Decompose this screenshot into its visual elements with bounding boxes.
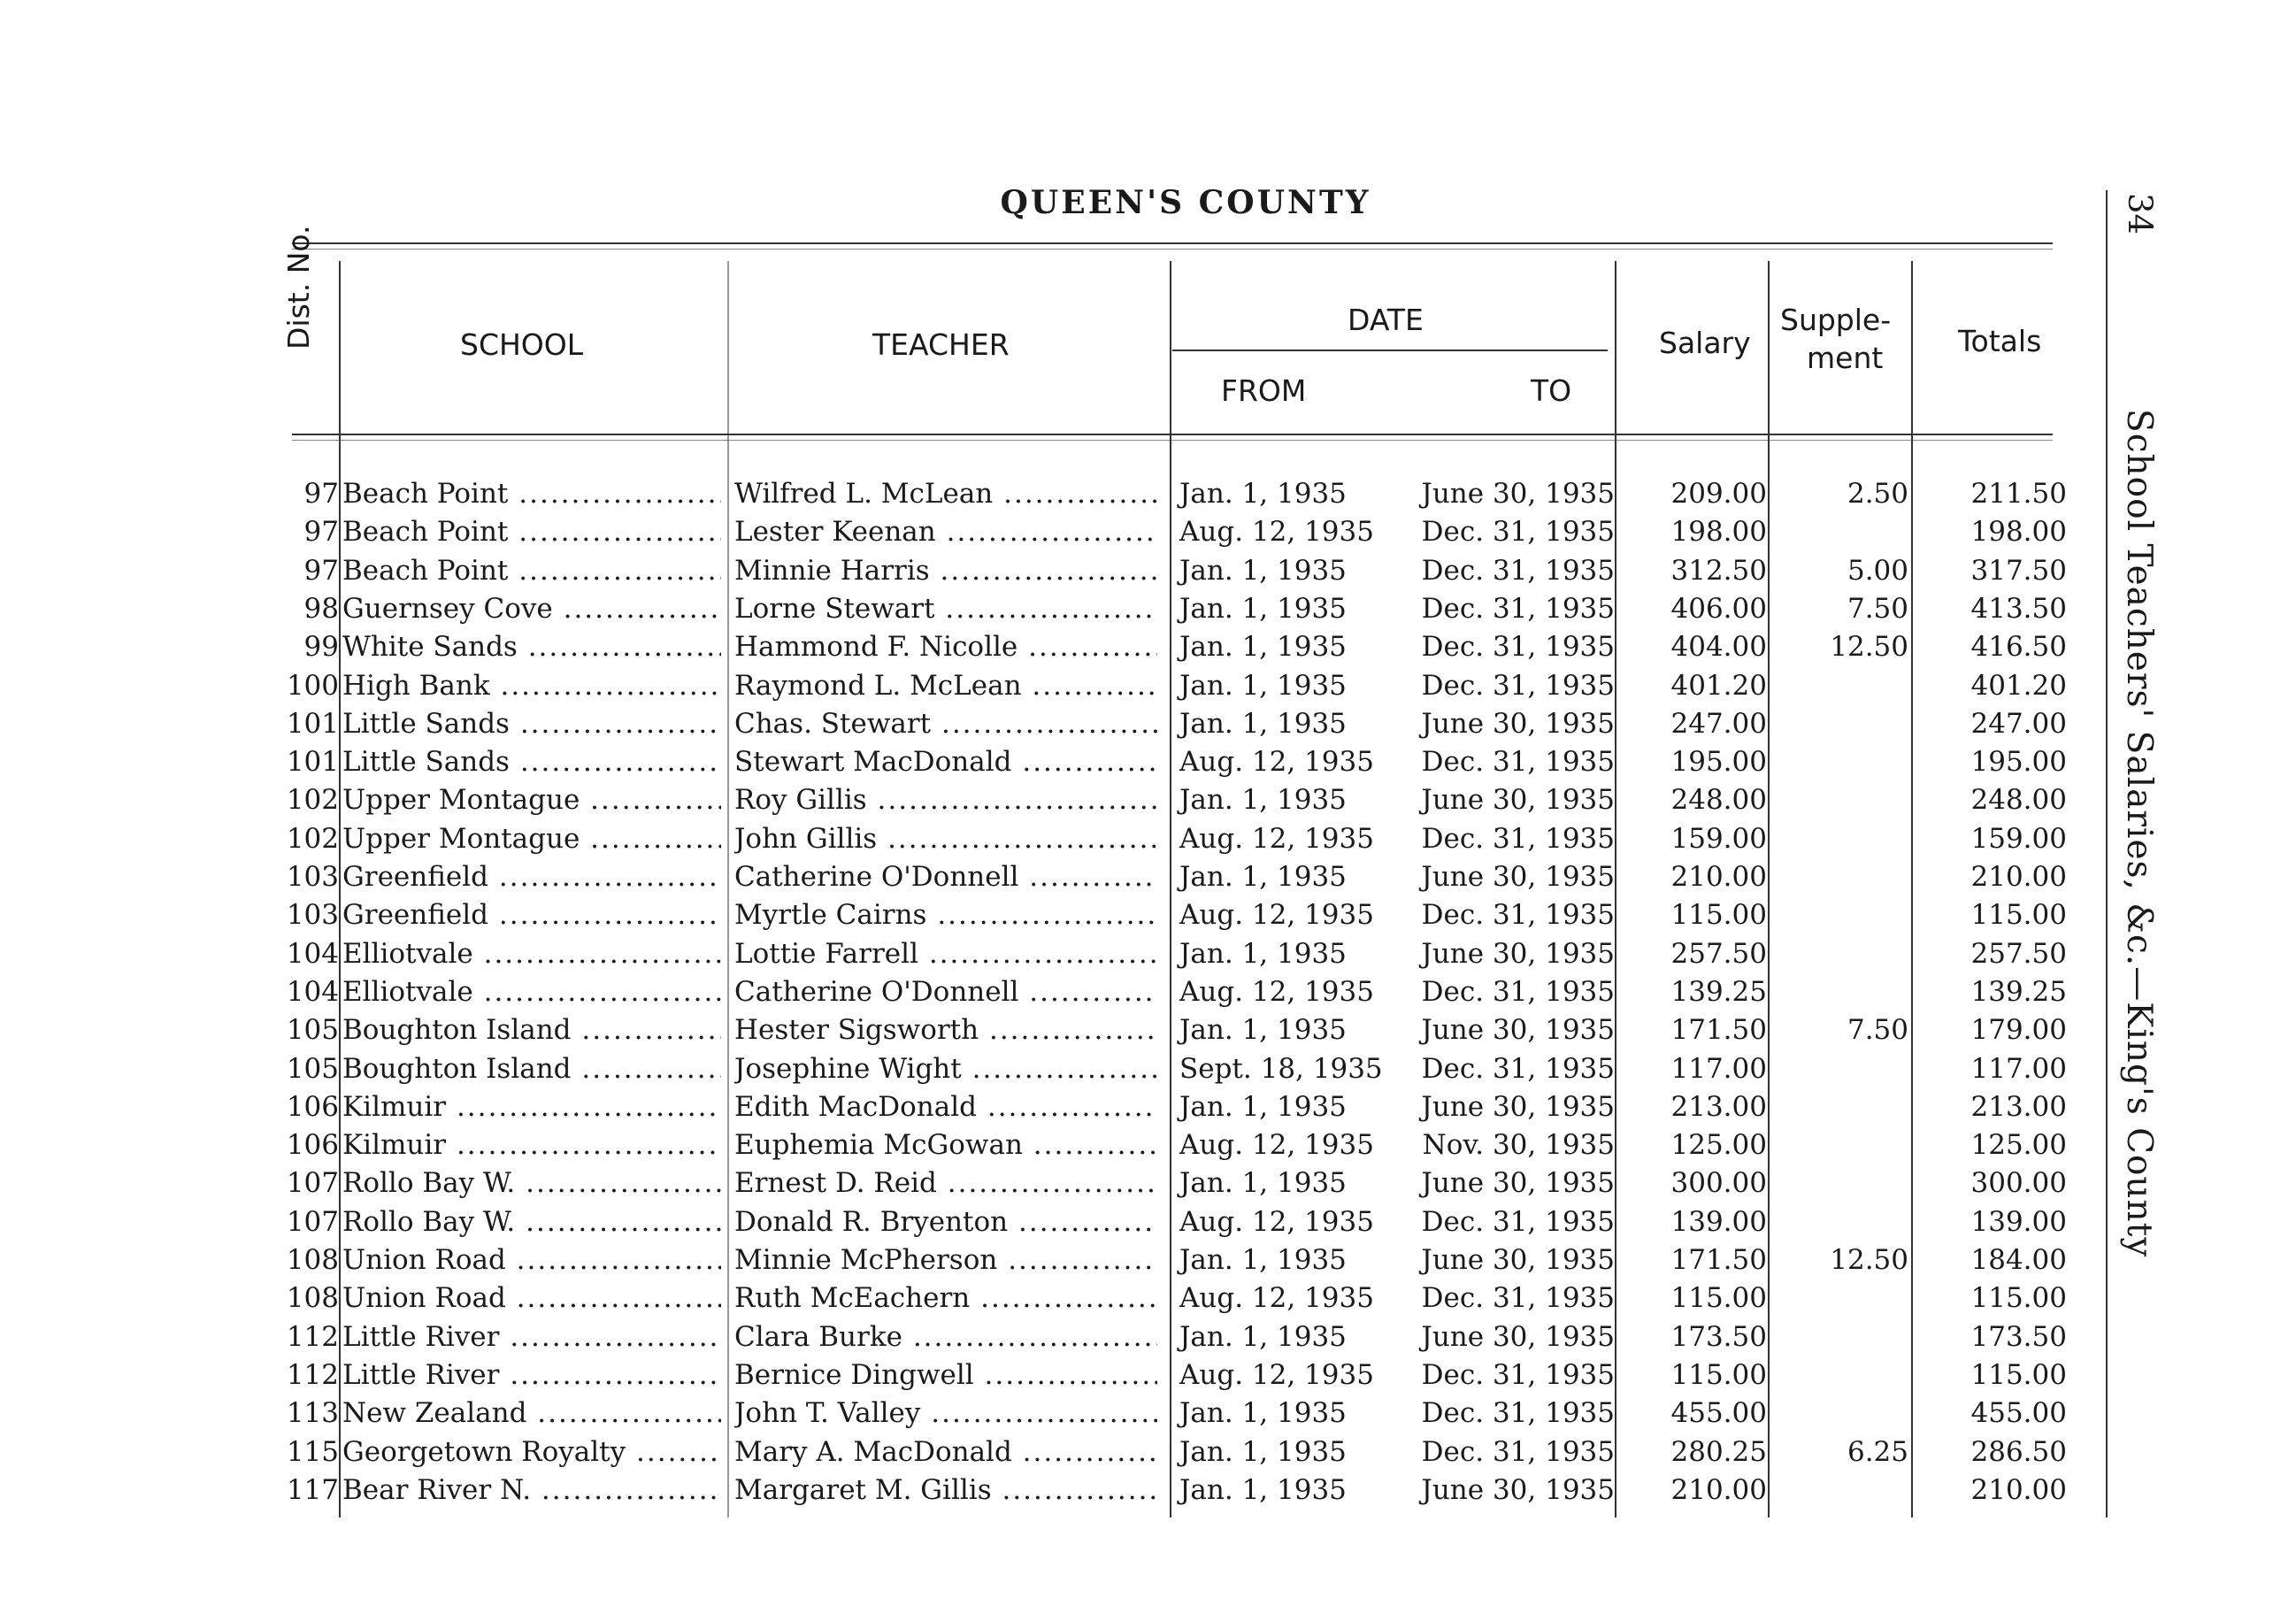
date-from-cell: Aug. 12, 1935 [1179, 1282, 1374, 1315]
dist-no-cell: 106 [286, 1129, 339, 1162]
date-from-cell: Jan. 1, 1935 [1179, 937, 1347, 970]
teacher-cell: John T. Valley ..... [734, 1397, 1157, 1429]
salary-cell: 171.50 [1670, 1014, 1767, 1047]
school-cell: Little Sands ..... [342, 746, 721, 778]
header-bottom-rule [292, 434, 2053, 435]
salary-cell: 117.00 [1670, 1052, 1767, 1085]
dist-no-cell: 115 [286, 1435, 339, 1468]
date-from-cell: Jan. 1, 1935 [1179, 669, 1347, 702]
table-row [0, 1053, 2296, 1091]
school-cell: Boughton Island ..... [342, 1014, 721, 1046]
salary-cell: 115.00 [1670, 899, 1767, 932]
teacher-cell: Lottie Farrell ..... [734, 938, 1157, 970]
table-row [0, 1321, 2296, 1359]
total-cell: 248.00 [1970, 784, 2067, 817]
dist-no-cell: 100 [286, 669, 339, 702]
school-cell: Beach Point ..... [342, 478, 721, 510]
teacher-cell: Minnie McPherson ..... [734, 1244, 1157, 1276]
table-row [0, 1091, 2296, 1129]
header-date: DATE [1348, 303, 1424, 337]
school-cell: Upper Montague ..... [342, 784, 721, 816]
school-cell: Rollo Bay W. ..... [342, 1206, 721, 1238]
total-cell: 211.50 [1970, 478, 2067, 510]
total-cell: 117.00 [1970, 1052, 2067, 1085]
dist-no-cell: 101 [286, 746, 339, 779]
dist-no-cell: 104 [286, 975, 339, 1008]
date-from-cell: Jan. 1, 1935 [1179, 1397, 1347, 1430]
teacher-cell: Edith MacDonald ..... [734, 1091, 1157, 1123]
date-from-cell: Aug. 12, 1935 [1179, 1205, 1374, 1238]
total-cell: 247.00 [1970, 707, 2067, 740]
date-from-cell: Aug. 12, 1935 [1179, 1358, 1374, 1391]
teacher-cell: Josephine Wight ..... [734, 1053, 1157, 1085]
date-from-cell: Jan. 1, 1935 [1179, 707, 1347, 740]
total-cell: 159.00 [1970, 822, 2067, 855]
table-row [0, 1206, 2296, 1244]
total-cell: 195.00 [1970, 746, 2067, 779]
total-cell: 300.00 [1970, 1167, 2067, 1200]
date-from-cell: Jan. 1, 1935 [1179, 1167, 1347, 1200]
date-from-cell: Aug. 12, 1935 [1179, 1129, 1374, 1162]
supplement-cell: 6.25 [1847, 1435, 1908, 1468]
teacher-cell: John Gillis ..... [734, 823, 1157, 855]
dist-no-cell: 108 [286, 1282, 339, 1315]
date-to-cell: June 30, 1935 [1421, 707, 1615, 740]
supplement-cell: 5.00 [1847, 554, 1908, 587]
total-cell: 198.00 [1970, 516, 2067, 549]
header-supplement-line2: ment [1807, 341, 1884, 375]
table-row [0, 1014, 2296, 1052]
dist-no-cell: 106 [286, 1090, 339, 1123]
school-cell: Guernsey Cove ..... [342, 593, 721, 625]
date-to-cell: Dec. 31, 1935 [1421, 1052, 1615, 1085]
dist-no-cell: 102 [286, 822, 339, 855]
salary-cell: 198.00 [1670, 516, 1767, 549]
date-from-cell: Jan. 1, 1935 [1179, 592, 1347, 625]
header-top-rule [292, 242, 2053, 244]
header-supplement-line1: Supple- [1780, 303, 1892, 337]
dist-no-cell: 105 [286, 1014, 339, 1047]
total-cell: 173.50 [1970, 1320, 2067, 1353]
page-title: QUEEN'S COUNTY [1000, 184, 1371, 221]
date-to-cell: Dec. 31, 1935 [1421, 1205, 1615, 1238]
total-cell: 210.00 [1970, 861, 2067, 893]
date-to-cell: Dec. 31, 1935 [1421, 1358, 1615, 1391]
dist-no-cell: 112 [286, 1320, 339, 1353]
salary-cell: 280.25 [1670, 1435, 1767, 1468]
salary-cell: 115.00 [1670, 1358, 1767, 1391]
salary-cell: 209.00 [1670, 478, 1767, 510]
salary-cell: 248.00 [1670, 784, 1767, 817]
dist-no-cell: 112 [286, 1358, 339, 1391]
date-from-cell: Jan. 1, 1935 [1179, 631, 1347, 664]
date-from-cell: Aug. 12, 1935 [1179, 516, 1374, 549]
total-cell: 115.00 [1970, 1358, 2067, 1391]
table-row [0, 1167, 2296, 1205]
header-totals: Totals [1958, 324, 2042, 358]
school-cell: Elliotvale ..... [342, 976, 721, 1008]
salary-cell: 312.50 [1670, 554, 1767, 587]
date-to-cell: Dec. 31, 1935 [1421, 975, 1615, 1008]
date-to-cell: Dec. 31, 1935 [1421, 746, 1615, 779]
dist-no-cell: 97 [303, 478, 339, 510]
total-cell: 317.50 [1970, 554, 2067, 587]
salary-cell: 404.00 [1670, 631, 1767, 664]
header-dist-no: Dist. No. [281, 225, 316, 350]
school-cell: Greenfield ..... [342, 861, 721, 893]
header-from: FROM [1221, 373, 1307, 408]
salary-cell: 159.00 [1670, 822, 1767, 855]
date-from-cell: Aug. 12, 1935 [1179, 822, 1374, 855]
school-cell: High Bank ..... [342, 670, 721, 702]
dist-no-cell: 97 [303, 516, 339, 549]
total-cell: 184.00 [1970, 1244, 2067, 1276]
total-cell: 179.00 [1970, 1014, 2067, 1047]
supplement-cell: 12.50 [1830, 1244, 1908, 1276]
dist-no-cell: 102 [286, 784, 339, 817]
school-cell: Elliotvale ..... [342, 938, 721, 970]
total-cell: 455.00 [1970, 1397, 2067, 1430]
date-to-cell: Nov. 30, 1935 [1422, 1129, 1615, 1162]
table-row [0, 823, 2296, 861]
teacher-cell: Margaret M. Gillis ..... [734, 1474, 1157, 1506]
supplement-cell: 12.50 [1830, 631, 1908, 664]
teacher-cell: Lester Keenan ..... [734, 516, 1157, 548]
teacher-cell: Hammond F. Nicolle ..... [734, 631, 1157, 663]
header-bottom-rule-2 [292, 440, 2053, 441]
table-row [0, 784, 2296, 822]
total-cell: 139.00 [1970, 1205, 2067, 1238]
dist-no-cell: 103 [286, 861, 339, 893]
teacher-cell: Ruth McEachern ..... [734, 1282, 1157, 1314]
teacher-cell: Chas. Stewart ..... [734, 708, 1157, 740]
teacher-cell: Euphemia McGowan ..... [734, 1129, 1157, 1161]
school-cell: Little River ..... [342, 1321, 721, 1353]
date-to-cell: June 30, 1935 [1421, 1090, 1615, 1123]
teacher-cell: Wilfred L. McLean ..... [734, 478, 1157, 510]
supplement-cell: 7.50 [1847, 592, 1908, 625]
date-to-cell: June 30, 1935 [1421, 784, 1615, 817]
date-to-cell: Dec. 31, 1935 [1421, 554, 1615, 587]
date-to-cell: Dec. 31, 1935 [1421, 592, 1615, 625]
salary-cell: 115.00 [1670, 1282, 1767, 1315]
table-row [0, 899, 2296, 937]
date-to-cell: Dec. 31, 1935 [1421, 1282, 1615, 1315]
date-to-cell: Dec. 31, 1935 [1421, 669, 1615, 702]
salary-cell: 300.00 [1670, 1167, 1767, 1200]
date-to-cell: Dec. 31, 1935 [1421, 899, 1615, 932]
school-cell: Little River ..... [342, 1359, 721, 1391]
teacher-cell: Minnie Harris ..... [734, 555, 1157, 587]
date-from-cell: Aug. 12, 1935 [1179, 899, 1374, 932]
dist-no-cell: 105 [286, 1052, 339, 1085]
total-cell: 286.50 [1970, 1435, 2067, 1468]
salary-cell: 171.50 [1670, 1244, 1767, 1276]
total-cell: 139.25 [1970, 975, 2067, 1008]
teacher-cell: Catherine O'Donnell ..... [734, 861, 1157, 893]
date-to-cell: Dec. 31, 1935 [1421, 1435, 1615, 1468]
table-row [0, 593, 2296, 631]
date-to-cell: Dec. 31, 1935 [1421, 516, 1615, 549]
teacher-cell: Catherine O'Donnell ..... [734, 976, 1157, 1008]
page-number: 34 [2121, 193, 2159, 235]
date-to-cell: June 30, 1935 [1421, 1014, 1615, 1047]
dist-no-cell: 97 [303, 554, 339, 587]
date-to-cell: Dec. 31, 1935 [1421, 631, 1615, 664]
total-cell: 257.50 [1970, 937, 2067, 970]
date-divider-rule [1172, 350, 1608, 351]
table-row [0, 478, 2296, 516]
date-to-cell: June 30, 1935 [1421, 1473, 1615, 1506]
teacher-cell: Lorne Stewart ..... [734, 593, 1157, 625]
table-row [0, 670, 2296, 708]
header-salary: Salary [1659, 326, 1751, 360]
total-cell: 125.00 [1970, 1129, 2067, 1162]
table-row [0, 861, 2296, 899]
school-cell: Union Road ..... [342, 1244, 721, 1276]
table-row [0, 631, 2296, 669]
date-to-cell: Dec. 31, 1935 [1421, 822, 1615, 855]
header-to: TO [1531, 373, 1572, 408]
dist-no-cell: 117 [286, 1473, 339, 1506]
total-cell: 401.20 [1970, 669, 2067, 702]
school-cell: New Zealand ..... [342, 1397, 721, 1429]
date-from-cell: Jan. 1, 1935 [1179, 1473, 1347, 1506]
salary-cell: 139.25 [1670, 975, 1767, 1008]
salary-cell: 125.00 [1670, 1129, 1767, 1162]
salary-cell: 210.00 [1670, 861, 1767, 893]
school-cell: Rollo Bay W. ..... [342, 1167, 721, 1199]
teacher-cell: Bernice Dingwell ..... [734, 1359, 1157, 1391]
table-row [0, 1474, 2296, 1512]
salary-cell: 406.00 [1670, 592, 1767, 625]
salary-cell: 213.00 [1670, 1090, 1767, 1123]
teacher-cell: Donald R. Bryenton ..... [734, 1206, 1157, 1238]
table-row [0, 938, 2296, 976]
total-cell: 210.00 [1970, 1473, 2067, 1506]
running-head: School Teachers' Salaries, &c.—King's County [2119, 409, 2159, 1258]
table-row [0, 746, 2296, 784]
table-row [0, 1436, 2296, 1474]
table-row [0, 555, 2296, 593]
school-cell: Kilmuir ..... [342, 1129, 721, 1161]
table-row [0, 1397, 2296, 1435]
date-from-cell: Jan. 1, 1935 [1179, 1090, 1347, 1123]
teacher-cell: Raymond L. McLean ..... [734, 670, 1157, 702]
date-from-cell: Jan. 1, 1935 [1179, 554, 1347, 587]
table-row [0, 1129, 2296, 1167]
supplement-cell: 7.50 [1847, 1014, 1908, 1047]
teacher-cell: Hester Sigsworth ..... [734, 1014, 1157, 1046]
salary-cell: 139.00 [1670, 1205, 1767, 1238]
salary-cell: 173.50 [1670, 1320, 1767, 1353]
date-to-cell: June 30, 1935 [1421, 1167, 1615, 1200]
date-to-cell: Dec. 31, 1935 [1421, 1397, 1615, 1430]
table-row [0, 1244, 2296, 1282]
header-school: SCHOOL [460, 327, 584, 362]
dist-no-cell: 107 [286, 1167, 339, 1200]
date-from-cell: Jan. 1, 1935 [1179, 1014, 1347, 1047]
dist-no-cell: 113 [286, 1397, 339, 1430]
date-from-cell: Jan. 1, 1935 [1179, 478, 1347, 510]
date-to-cell: June 30, 1935 [1421, 1320, 1615, 1353]
school-cell: Little Sands ..... [342, 708, 721, 740]
table-row [0, 976, 2296, 1014]
school-cell: Upper Montague ..... [342, 823, 721, 855]
dist-no-cell: 101 [286, 707, 339, 740]
date-to-cell: June 30, 1935 [1421, 937, 1615, 970]
school-cell: Greenfield ..... [342, 899, 721, 931]
dist-no-cell: 98 [303, 592, 339, 625]
date-from-cell: Jan. 1, 1935 [1179, 1244, 1347, 1276]
salary-cell: 401.20 [1670, 669, 1767, 702]
teacher-cell: Roy Gillis ..... [734, 784, 1157, 816]
school-cell: Georgetown Royalty ..... [342, 1436, 721, 1468]
salary-cell: 195.00 [1670, 746, 1767, 779]
header-top-rule-2 [292, 249, 2053, 250]
salary-cell: 247.00 [1670, 707, 1767, 740]
salary-cell: 257.50 [1670, 937, 1767, 970]
teacher-cell: Stewart MacDonald ..... [734, 746, 1157, 778]
dist-no-cell: 99 [303, 631, 339, 664]
date-from-cell: Aug. 12, 1935 [1179, 975, 1374, 1008]
total-cell: 416.50 [1970, 631, 2067, 664]
date-from-cell: Jan. 1, 1935 [1179, 1435, 1347, 1468]
dist-no-cell: 108 [286, 1244, 339, 1276]
date-from-cell: Jan. 1, 1935 [1179, 784, 1347, 817]
total-cell: 115.00 [1970, 1282, 2067, 1315]
header-teacher: TEACHER [872, 327, 1010, 362]
date-from-cell: Jan. 1, 1935 [1179, 861, 1347, 893]
supplement-cell: 2.50 [1847, 478, 1908, 510]
dist-no-cell: 104 [286, 937, 339, 970]
total-cell: 413.50 [1970, 592, 2067, 625]
date-from-cell: Sept. 18, 1935 [1179, 1052, 1383, 1085]
total-cell: 213.00 [1970, 1090, 2067, 1123]
dist-no-cell: 103 [286, 899, 339, 932]
table-row [0, 1282, 2296, 1320]
dist-no-cell: 107 [286, 1205, 339, 1238]
school-cell: White Sands ..... [342, 631, 721, 663]
salary-cell: 210.00 [1670, 1473, 1767, 1506]
date-to-cell: June 30, 1935 [1421, 478, 1615, 510]
teacher-cell: Ernest D. Reid ..... [734, 1167, 1157, 1199]
date-to-cell: June 30, 1935 [1421, 861, 1615, 893]
date-from-cell: Jan. 1, 1935 [1179, 1320, 1347, 1353]
teacher-cell: Mary A. MacDonald ..... [734, 1436, 1157, 1468]
table-row [0, 708, 2296, 746]
teacher-cell: Clara Burke ..... [734, 1321, 1157, 1353]
date-from-cell: Aug. 12, 1935 [1179, 746, 1374, 779]
table-row [0, 1359, 2296, 1397]
date-to-cell: June 30, 1935 [1421, 1244, 1615, 1276]
teacher-cell: Myrtle Cairns ..... [734, 899, 1157, 931]
school-cell: Kilmuir ..... [342, 1091, 721, 1123]
school-cell: Beach Point ..... [342, 555, 721, 587]
school-cell: Union Road ..... [342, 1282, 721, 1314]
school-cell: Bear River N. ..... [342, 1474, 721, 1506]
salary-cell: 455.00 [1670, 1397, 1767, 1430]
school-cell: Boughton Island ..... [342, 1053, 721, 1085]
school-cell: Beach Point ..... [342, 516, 721, 548]
total-cell: 115.00 [1970, 899, 2067, 932]
table-row [0, 516, 2296, 554]
